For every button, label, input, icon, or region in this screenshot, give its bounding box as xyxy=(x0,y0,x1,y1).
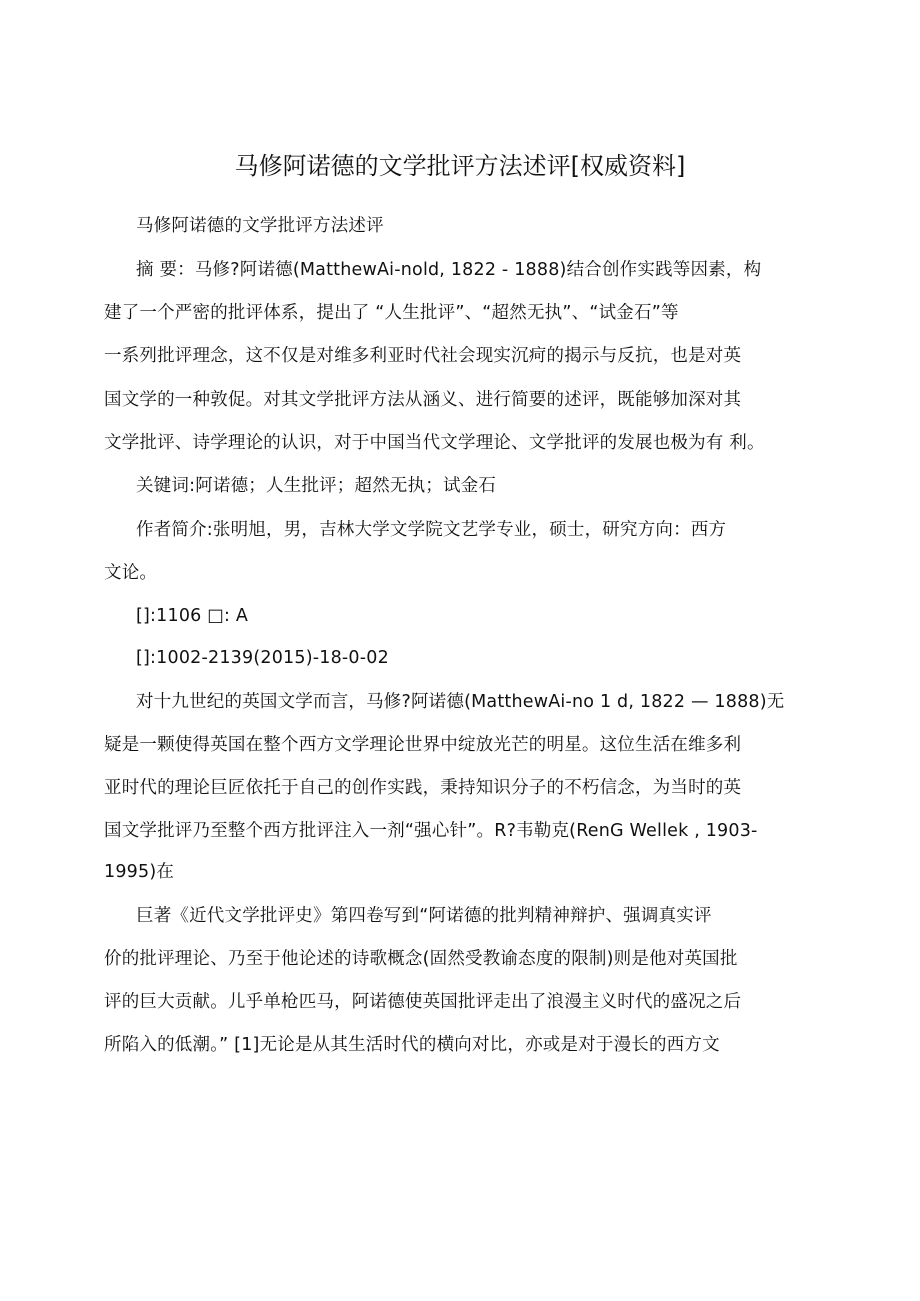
abstract-line: 建了一个严密的批评体系，提出了 “人生批评”、“超然无执”、“试金石”等 xyxy=(104,303,679,323)
subtitle: 马修阿诺德的文学批评方法述评 xyxy=(136,216,384,236)
body-line: 国文学批评乃至整个西方批评注入一剂“强心针”。R?韦勒克(RenG Wellek , 1903- xyxy=(104,821,758,841)
body-line: 亚时代的理论巨匠依托于自己的创作实践，秉持知识分子的不朽信念，为当时的英 xyxy=(104,778,742,798)
article-number: []:1002-2139(2015)-18-0-02 xyxy=(136,648,389,668)
body-line: 评的巨大贡献。儿乎单枪匹马，阿诺德使英国批评走出了浪漫主义时代的盛况之后 xyxy=(104,992,742,1012)
body-line: 对十九世纪的英国文学而言，马修?阿诺德(MatthewAi-no 1 d, 1822 — 1888)无 xyxy=(136,692,785,712)
abstract-line: 摘 要：马修?阿诺德(MatthewAi-nold, 1822 - 1888)结合创作实践等因素，构 xyxy=(136,260,762,280)
abstract-line: 一系列批评理念，这不仅是对维多利亚时代社会现实沉疴的揭示与反抗，也是对英 xyxy=(104,346,742,366)
body-line: 巨著《近代文学批评史》第四卷写到“阿诺德的批判精神辩护、强调真实评 xyxy=(136,906,712,926)
keywords: 关键词:阿诺德；人生批评；超然无执；试金石 xyxy=(136,476,497,496)
body-line: 1995)在 xyxy=(104,862,175,882)
abstract-line: 文学批评、诗学理论的认识，对于中国当代文学理论、文学批评的发展也极为有 利。 xyxy=(104,433,765,453)
body-line: 价的批评理论、乃至于他论述的诗歌概念(固然受教谕态度的限制)则是他对英国批 xyxy=(104,949,738,969)
classification-code: []:1106 □: A xyxy=(136,606,249,626)
document-title: 马修阿诺德的文学批评方法述评[权威资料] xyxy=(234,152,686,180)
author-info: 文论。 xyxy=(104,563,158,583)
body-line: 疑是一颗使得英国在整个西方文学理论世界中绽放光芒的明星。这位生活在维多利 xyxy=(104,735,742,755)
author-info: 作者简介:张明旭，男，吉林大学文学院文艺学专业，硕士，研究方向：西方 xyxy=(136,520,727,540)
abstract-line: 国文学的一种敦促。对其文学批评方法从涵义、进行简要的述评，既能够加深对其 xyxy=(104,390,742,410)
body-line: 所陷入的低潮。” [1]无论是从其生活时代的横向对比，亦或是对于漫长的西方文 xyxy=(104,1035,720,1055)
